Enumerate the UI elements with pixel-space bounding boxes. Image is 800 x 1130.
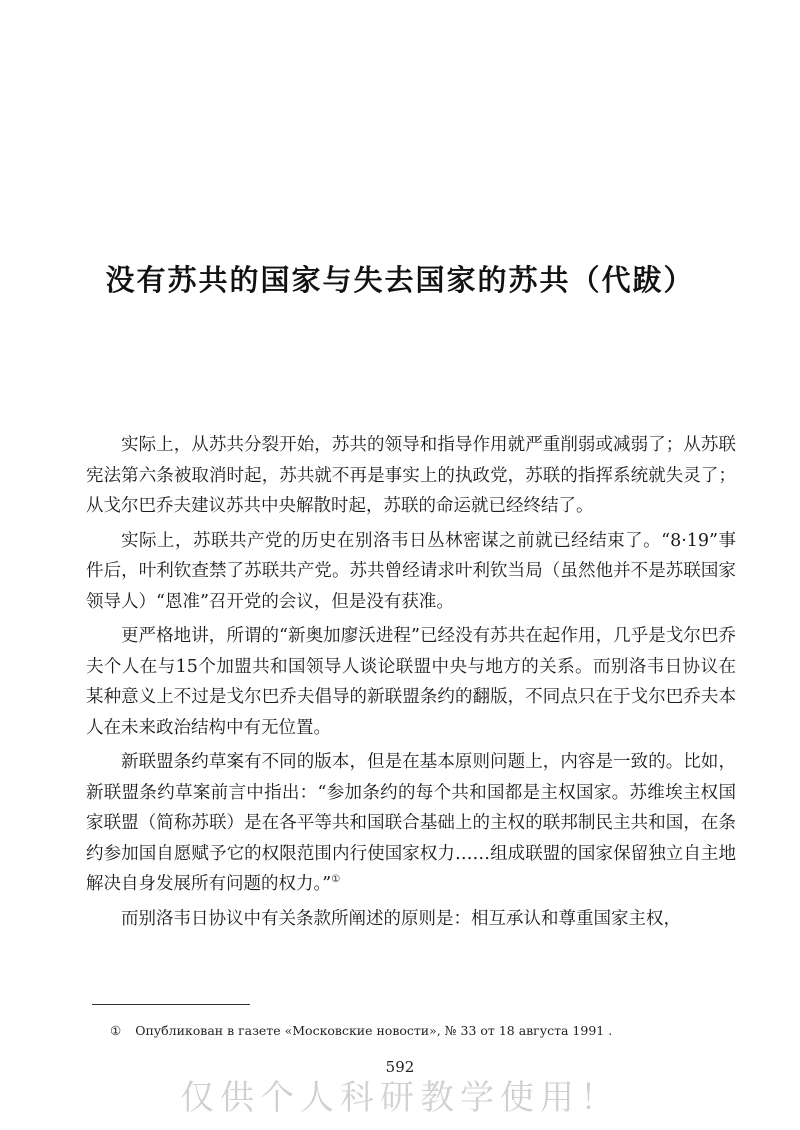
paragraph-3: 更严格地讲，所谓的“新奥加廖沃进程”已经没有苏共在起作用，几乎是戈尔巴乔夫个人在与15个加盟共和国领导人谈论联盟中央与地方的关系。而别洛韦日协议在某种意义上不过是戈尔巴乔夫倡导的新联盟条约的翻版，不同点只在于戈尔巴乔夫本人在未来政治结构中有无位置。 [86,626,736,738]
watermark: 仅供个人科研教学使用！ [180,1078,620,1118]
paragraph-5: 而别洛韦日协议中有关条款所阐述的原则是：相互承认和尊重国家主权， [121,908,681,929]
paragraph-4 [86,747,736,900]
footnote-divider [92,1004,250,1005]
paragraph-1: 实际上，从苏共分裂开始，苏共的领导和指导作用就严重削弱或减弱了；从苏联宪法第六条被取消时起，苏共就不再是事实上的执政党，苏联的指挥系统就失灵了；从戈尔巴乔夫建议苏共中央解散时起，苏联的命运就已经终结了。 [86,435,736,516]
body-text [86,430,736,938]
footnote-text: Опубликован в газете «Московские новости», № 33 от 18 августа 1991 . [135,1023,613,1038]
footnote-reference: ① [331,874,341,886]
footnote-mark: ① [110,1023,122,1038]
paragraph-2: 实际上，苏联共产党的历史在别洛韦日丛林密谋之前就已经结束了。“8·19”事件后，叶利钦查禁了苏联共产党。苏共曾经请求叶利钦当局（虽然他并不是苏联国家领导人）“恩准”召开党的会议，但是没有获准。 [86,530,736,612]
footnote [110,1023,612,1038]
paragraph-4-text: 新联盟条约草案有不同的版本，但是在基本原则问题上，内容是一致的。比如，新联盟条约草案前言中指出：“参加条约的每个共和国都是主权国家。苏维埃主权国家联盟（简称苏联）是在各平等共和国联合基础上的主权的联邦制民主共和国，在条约参加国自愿赋予它的权限范围内行使国家权力……组成联盟的国家保留独立自主地解决自身发展所有问题的权力。” [86,752,736,894]
page-title: 没有苏共的国家与失去国家的苏共（代跋） [105,263,695,297]
page-number: 592 [385,1058,415,1076]
